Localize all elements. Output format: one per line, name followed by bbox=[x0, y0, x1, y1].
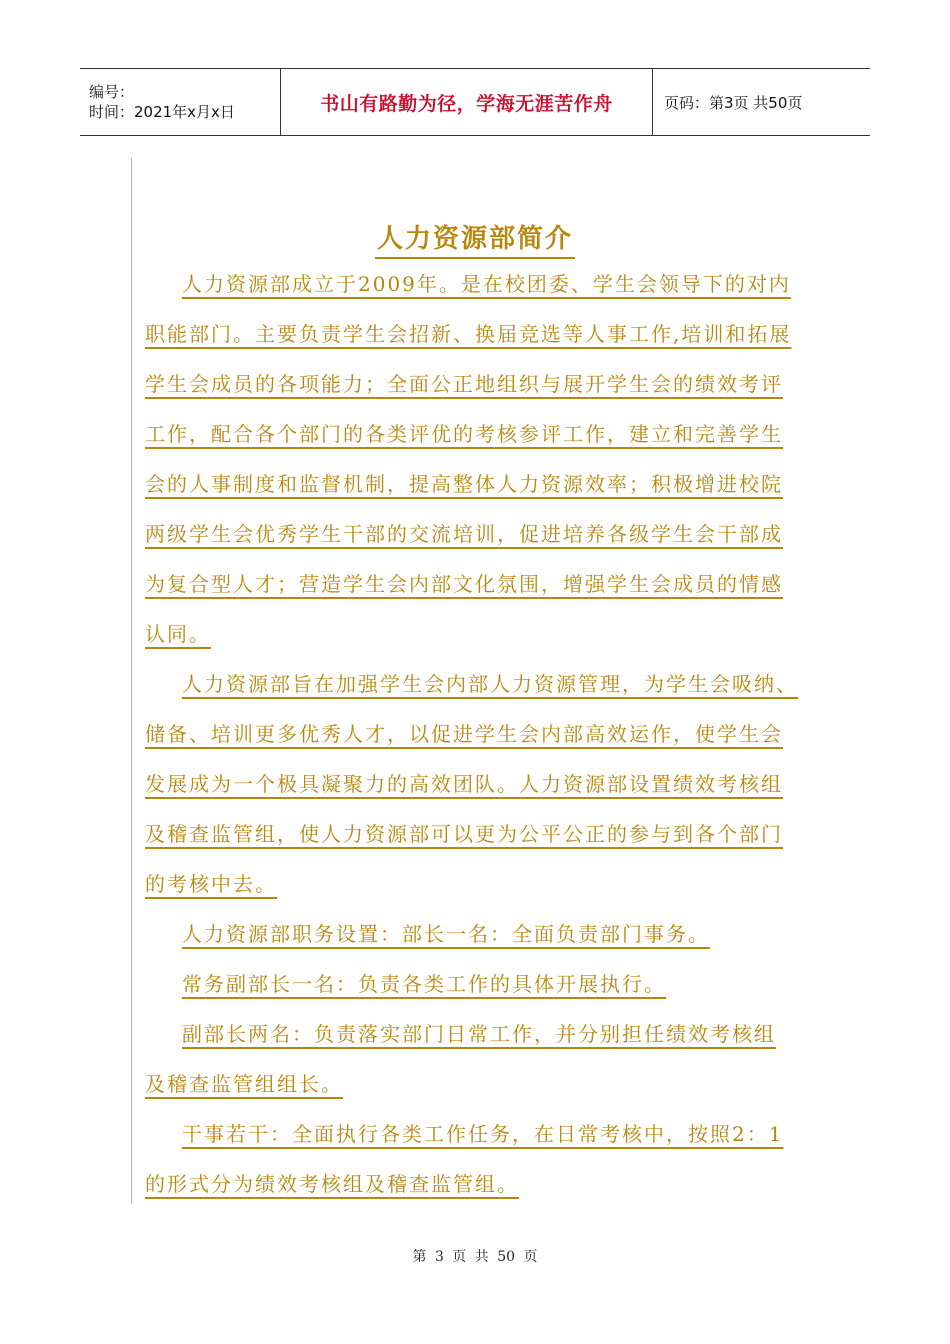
body-line: 学生会成员的各项能力；全面公正地组织与展开学生会的绩效考评 bbox=[145, 372, 783, 396]
body-line: 的考核中去。 bbox=[145, 872, 277, 896]
header-table bbox=[80, 68, 870, 136]
page-footer: 第 3 页 共 50 页 bbox=[412, 1249, 538, 1265]
body-line: 会的人事制度和监督机制，提高整体人力资源效率；积极增进校院 bbox=[145, 472, 783, 496]
page-title bbox=[0, 218, 950, 255]
body-line: 人力资源部旨在加强学生会内部人力资源管理，为学生会吸纳、 bbox=[182, 672, 798, 696]
body-line: 及稽查监管组，使人力资源部可以更为公平公正的参与到各个部门 bbox=[145, 822, 783, 846]
body-line: 常务副部长一名：负责各类工作的具体开展执行。 bbox=[182, 972, 666, 996]
body-line: 为复合型人才；营造学生会内部文化氛围，增强学生会成员的情感 bbox=[145, 572, 783, 596]
content-margin-rule bbox=[131, 158, 132, 1204]
body-line: 认同。 bbox=[145, 622, 211, 646]
body-line: 人力资源部成立于2009年。是在校团委、学生会领导下的对内 bbox=[182, 272, 791, 296]
body-line: 发展成为一个极具凝聚力的高效团队。人力资源部设置绩效考核组 bbox=[145, 772, 783, 796]
date-label: 时间：2021年x月x日 bbox=[89, 103, 235, 121]
body-line: 的形式分为绩效考核组及稽查监管组。 bbox=[145, 1172, 519, 1196]
body-line: 干事若干：全面执行各类工作任务，在日常考核中，按照2：1 bbox=[182, 1122, 784, 1146]
number-label: 编号： bbox=[89, 83, 135, 101]
body-line: 两级学生会优秀学生干部的交流培训，促进培养各级学生会干部成 bbox=[145, 522, 783, 546]
header-meta bbox=[80, 69, 281, 135]
body-line: 储备、培训更多优秀人才，以促进学生会内部高效运作，使学生会 bbox=[145, 722, 783, 746]
motto: 书山有路勤为径，学海无涯苦作舟 bbox=[320, 92, 613, 115]
header-motto-cell bbox=[281, 69, 653, 135]
body-line: 工作，配合各个部门的各类评优的考核参评工作，建立和完善学生 bbox=[145, 422, 783, 446]
header-page-cell bbox=[653, 69, 870, 135]
body-line: 及稽查监管组组长。 bbox=[145, 1072, 343, 1096]
page-label: 页码：第3页 共50页 bbox=[664, 93, 803, 112]
page-title-text: 人力资源部简介 bbox=[375, 224, 575, 259]
body-line: 人力资源部职务设置：部长一名：全面负责部门事务。 bbox=[182, 922, 710, 946]
body-line: 副部长两名：负责落实部门日常工作，并分别担任绩效考核组 bbox=[182, 1022, 776, 1046]
body-line: 职能部门。主要负责学生会招新、换届竞选等人事工作,培训和拓展 bbox=[145, 322, 792, 346]
